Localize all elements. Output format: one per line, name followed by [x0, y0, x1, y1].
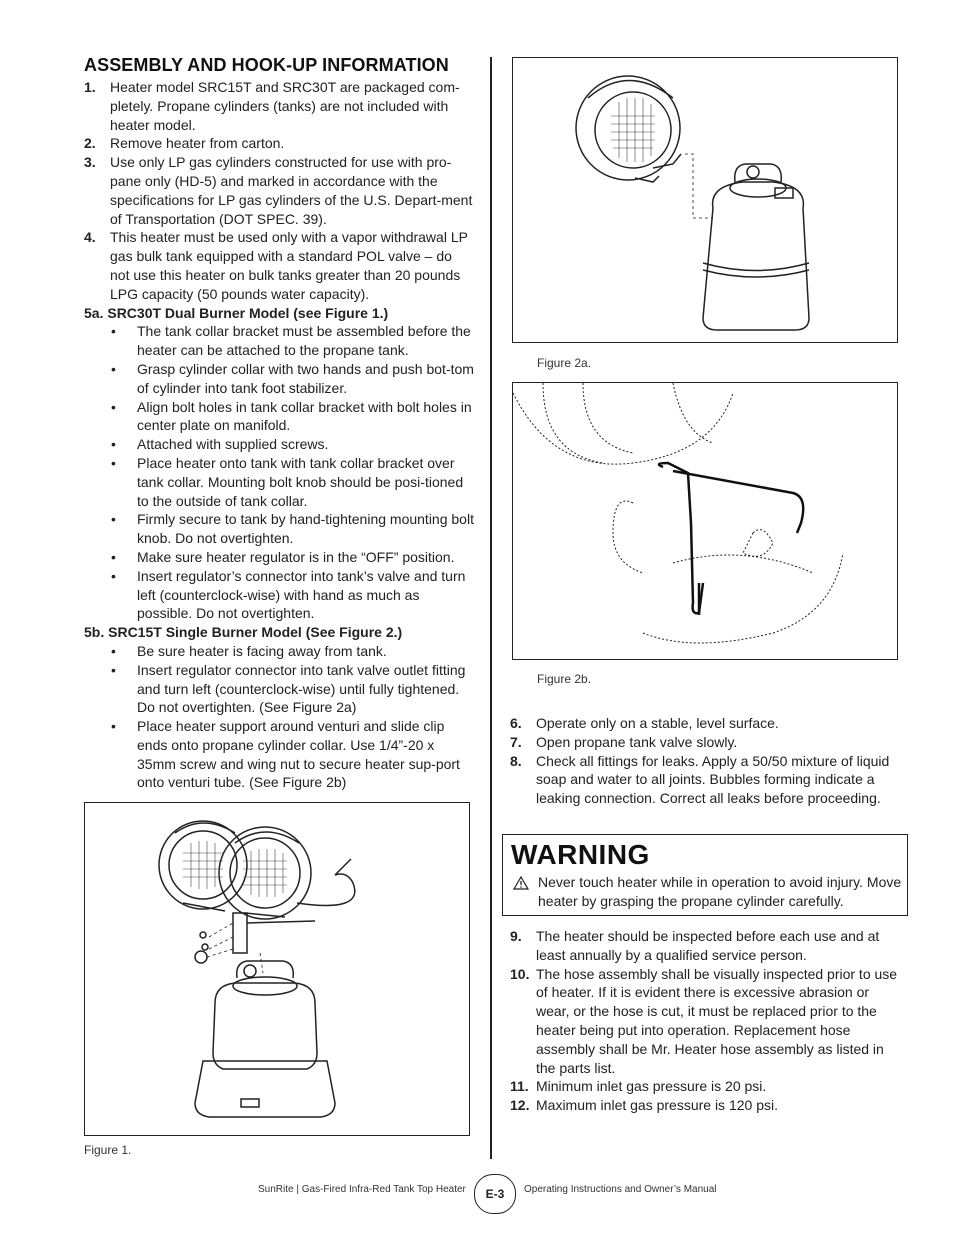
step-text: The hose assembly shall be visually inspected prior to use of heater. If it is evident there is excessive abrasion or wear, or the hose is cut, it must be replaced prior to the heater being put into operation. Replacement hose assembly shall be Mr. Heater hose assembly as listed in the parts list. [536, 965, 898, 1076]
step-text: Maximum inlet gas pressure is 120 psi. [536, 1097, 778, 1114]
step-number: 8. [510, 752, 522, 769]
figure-2b-illustration [512, 382, 898, 660]
list-item [510, 965, 900, 1078]
footer-product-title: SunRite | Gas-Fired Infra-Red Tank Top Heater [258, 1184, 466, 1195]
step-5b-heading: 5b. SRC15T Single Burner Model (See Figure 2.) [84, 624, 403, 641]
page-number: E-3 [474, 1174, 516, 1214]
bullet-mark: • [111, 398, 116, 415]
list-item [84, 78, 474, 134]
list-item [111, 398, 474, 436]
steps-mid-list [510, 714, 900, 808]
figure-1-illustration [84, 802, 470, 1136]
step-text: Open propane tank valve slowly. [536, 733, 738, 750]
bullet-mark: • [111, 661, 116, 678]
step-5a-heading: 5a. SRC30T Dual Burner Model (see Figure 1.) [84, 304, 389, 321]
list-item [111, 642, 474, 661]
list-item [84, 153, 474, 228]
bullet-text: Place heater onto tank with tank collar bracket over tank collar. Mounting bolt knob should be posi-tioned to the outside of tank collar. [137, 454, 464, 509]
dual-burner-heater-drawing [85, 803, 469, 1135]
figure-2b-caption: Figure 2b. [537, 672, 592, 686]
list-item [111, 717, 474, 792]
list-item [111, 661, 474, 717]
list-item [111, 360, 474, 398]
list-item [84, 228, 474, 303]
steps-top-list [84, 78, 474, 304]
column-divider [490, 57, 492, 1159]
bullet-text: Grasp cylinder collar with two hands and push bot-tom of cylinder into tank foot stabilizer. [137, 360, 474, 396]
step-number: 1. [84, 79, 96, 95]
step-number: 9. [510, 928, 522, 944]
figure-1-caption: Figure 1. [84, 1143, 132, 1157]
step-number: 3. [84, 154, 96, 171]
bullet-mark: • [111, 454, 116, 471]
list-item [84, 134, 474, 153]
list-item [111, 567, 474, 623]
step-number: 2. [84, 135, 96, 152]
step-number: 6. [510, 715, 522, 731]
bullet-mark: • [111, 511, 116, 528]
list-item [510, 752, 900, 808]
warning-triangle-icon [513, 876, 529, 890]
step-number: 7. [510, 733, 522, 750]
bullet-mark: • [111, 642, 116, 659]
step-5a-bullets [111, 322, 474, 623]
heater-support-clip-drawing [513, 383, 897, 659]
bullet-text: Insert regulator’s connector into tank’s valve and turn left (counterclock-wise) with hand as much as possible. Do not overtighten. [137, 567, 466, 622]
step-number: 11. [510, 1078, 529, 1095]
bullet-mark: • [111, 567, 116, 584]
figure-2a-illustration [512, 57, 898, 343]
bullet-text: The tank collar bracket must be assembled before the heater can be attached to the propane tank. [137, 323, 471, 359]
list-item [510, 927, 900, 965]
list-item [510, 1096, 900, 1115]
step-number: 12. [510, 1097, 530, 1114]
step-text: The heater should be inspected before each use and at least annually by a qualified service person. [536, 928, 880, 963]
step-text: Heater model SRC15T and SRC30T are packaged com-pletely. Propane cylinders (tanks) are not included with heater model. [110, 79, 460, 133]
footer-manual-title: Operating Instructions and Owner’s Manual [524, 1184, 717, 1195]
left-column [84, 55, 474, 792]
warning-title: WARNING [511, 839, 650, 870]
bullet-text: Attached with supplied screws. [137, 436, 329, 453]
list-item [111, 548, 474, 567]
list-item [111, 322, 474, 360]
warning-box [502, 834, 908, 916]
step-number: 4. [84, 229, 96, 246]
single-burner-heater-drawing [513, 58, 897, 342]
bullet-mark: • [111, 360, 116, 377]
steps-bottom-list [510, 927, 900, 1115]
step-text: This heater must be used only with a vapor withdrawal LP gas bulk tank equipped with a standard POL valve – do not use this heater on bulk tanks greater than 20 pounds LPG capacity (50 pounds water capacity). [110, 229, 468, 302]
bullet-text: Align bolt holes in tank collar bracket with bolt holes in center plate on manifold. [137, 398, 472, 434]
list-item [111, 510, 474, 548]
bullet-text: Make sure heater regulator is in the “OFF” position. [137, 548, 455, 565]
step-text: Remove heater from carton. [110, 135, 285, 152]
list-item [111, 435, 474, 454]
bullet-text: Firmly secure to tank by hand-tightening mounting bolt knob. Do not overtighten. [137, 511, 474, 547]
bullet-mark: • [111, 436, 116, 453]
step-text: Use only LP gas cylinders constructed for use with pro-pane only (HD-5) and marked in accordance with the specifications for LP gas cylinders of the U.S. Depart-ment of Transportation (DOT SPEC. 39). [110, 154, 473, 227]
step-5b-bullets [111, 642, 474, 792]
list-item [510, 1077, 900, 1096]
list-item [510, 733, 900, 752]
list-item [510, 714, 900, 733]
bullet-text: Place heater support around venturi and slide clip ends onto propane cylinder collar. Use 1/4”-20 x 35mm screw and wing nut to secure heater sup-port onto venturi tube. (See Figure 2b) [137, 718, 460, 791]
bullet-mark: • [111, 718, 116, 735]
bullet-mark: • [111, 548, 116, 565]
step-text: Operate only on a stable, level surface. [536, 715, 779, 731]
figure-2a-caption: Figure 2a. [537, 356, 592, 370]
section-title: ASSEMBLY AND HOOK-UP INFORMATION [84, 55, 449, 75]
bullet-text: Insert regulator connector into tank valve outlet fitting and turn left (counterclock-wise) until fully tightened. Do not overtighten. (See Figure 2a) [137, 661, 466, 716]
warning-text: Never touch heater while in operation to avoid injury. Move heater by grasping the propane cylinder carefully. [538, 874, 902, 909]
step-text: Check all fittings for leaks. Apply a 50/50 mixture of liquid soap and water to all joints. Bubbles forming indicate a leaking connection. Correct all leaks before proceeding. [536, 752, 890, 807]
bullet-text: Be sure heater is facing away from tank. [137, 642, 387, 659]
step-number: 10. [510, 965, 530, 982]
bullet-mark: • [111, 323, 116, 340]
list-item [111, 454, 474, 510]
step-text: Minimum inlet gas pressure is 20 psi. [536, 1078, 767, 1095]
